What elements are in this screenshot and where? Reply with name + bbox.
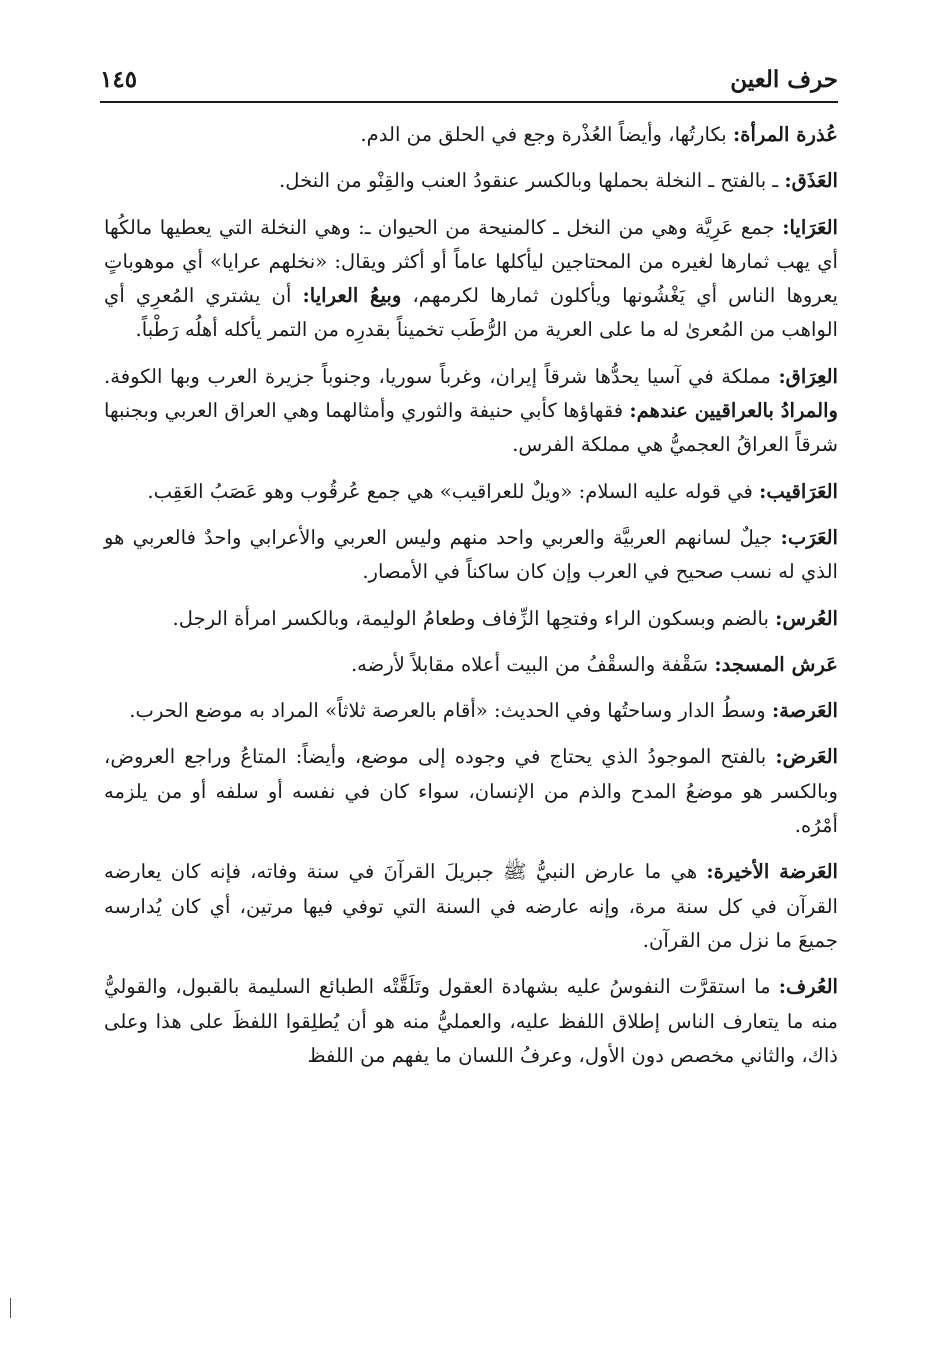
- header-rule: [100, 101, 838, 103]
- entry-subdefinition: فقهاؤها كأبي حنيفة والثوري وأمثالهما وهي العراق العربي وبجنبها شرقاً العراقُ العجميُّ هي مملكة الفرس.: [104, 399, 838, 457]
- entry-definition: هي ما عارض النبيُّ ﷺ جبريلَ القرآنَ في سنة وفاته، فإنه كان يعارضه القرآن في كل سنة مرة، وإنه عارضه في السنة التي توفي فيها مرتين، أي كان يُدارسه جميعَ ما نزل من القرآن.: [104, 860, 838, 952]
- entry-definition: في قوله عليه السلام: «ويلٌ للعراقيب» هي جمع عُرقُوب وهو عَصَبُ العَقِب.: [147, 479, 760, 503]
- entry-arsh-masjid: [104, 648, 838, 682]
- margin-mark: [10, 1298, 13, 1318]
- entry-headword: العُرف:: [778, 975, 838, 999]
- entry-araya: [104, 211, 838, 348]
- entry-urs: [104, 602, 838, 636]
- entry-headword: العَرَاقيب:: [759, 479, 838, 503]
- entry-arda-akhira: [104, 855, 838, 958]
- entry-definition: بكارتُها، وأيضاً العُذْرة وجع في الحلق من الدم.: [360, 123, 733, 146]
- chapter-title: حرف العين: [730, 65, 838, 93]
- page-body: [104, 118, 838, 1085]
- entry-headword: العَرصة:: [771, 699, 838, 723]
- entry-headword: العُرس:: [775, 606, 838, 630]
- entry-urf: [104, 970, 838, 1073]
- entry-headword: العَرض:: [775, 745, 838, 769]
- entry-headword: عُذرة المرأة:: [732, 123, 838, 146]
- entry-definition: مملكة في آسيا يحدُّها شرقاً إيران، وغرباً سوريا، وجنوباً جزيرة العرب وبها الكوفة.: [104, 364, 779, 388]
- entry-definition: سَقْفة والسقْفُ من البيت أعلاه مقابلاً لأرضه.: [350, 652, 715, 676]
- entry-headword: عَرش المسجد:: [714, 652, 838, 676]
- entry-headword: العَرضة الأخيرة:: [706, 860, 839, 884]
- entry-arsa: [104, 694, 838, 728]
- entry-headword: العَذَق:: [784, 169, 838, 193]
- page-number: ١٤٥: [100, 65, 138, 93]
- entry-definition: بالضم وبسكون الراء وفتحِها الزِّفاف وطعامُ الوليمة، وبالكسر امرأة الرجل.: [172, 606, 776, 630]
- entry-araqib: [104, 475, 838, 509]
- entry-definition: ما استقرَّت النفوسُ عليه بشهادة العقول وتَلَقَّتْه الطبائع السليمة بالقبول، والقوليُّ منه ما يتعارف الناس إطلاق اللفظ عليه، والعمليُّ منه هو أن يُطلِقوا اللفظَ على هذا وعلى ذاك، والثاني مخصص دون الأول، وعرفُ اللسان ما يفهم من اللفظ: [104, 975, 838, 1067]
- entry-headword: العَرَب:: [780, 525, 838, 549]
- entry-udhra: [104, 118, 838, 152]
- entry-definition: ـ بالفتح ـ النخلة بحملها وبالكسر عنقودُ العنب والقِنْو من النخل.: [279, 169, 785, 193]
- page-header: [100, 62, 838, 96]
- entry-headword: العَرَايا:: [782, 215, 838, 239]
- entry-headword: العِرَاق:: [778, 364, 838, 388]
- entry-definition: جيلٌ لسانهم العربيَّة والعربي واحد منهم وليس العربي والأعرابي واحدٌ فالعربي هو الذي له نسب صحيح في العرب وإن كان ساكناً في الأمصار.: [104, 525, 838, 584]
- entry-iraq: [104, 360, 838, 463]
- entry-adhaq: [104, 164, 838, 198]
- entry-subdefinition: أن يشتري المُعرِي أي الواهب من المُعرىٰ له ما على العرية من الرُّطَب تخميناً بقدرِه من التمر يأكله أهلُه رَطْباً.: [104, 284, 838, 342]
- entry-arab: [104, 521, 838, 590]
- entry-definition: بالفتح الموجودُ الذي يحتاج في وجوده إلى موضع، وأيضاً: المتاعُ وراجع العروض، وبالكسر هو موضعُ المدح والذم من الإنسان، سواء كان في نفسه أو سلفه أو من يلزمه أمْرُه.: [104, 745, 838, 838]
- entry-definition: جمع عَرِيَّة وهي من النخل ـ كالمنيحة من الحيوان ـ: وهي النخلة التي يعطيها مالكُها أي يهب ثمارها لغيره من المحتاجين ليأكلها عاماً أو أكثر ويقال: «نخلهم عرايا» أي موهوباتٍ يعروها الناس أي يَغْشُونها ويأكلون ثمارها لكرمهم،: [104, 215, 838, 308]
- entry-ard: [104, 740, 838, 843]
- entry-subheadword: وبيعُ العرايا:: [302, 284, 402, 308]
- entry-definition: وسطُ الدار وساحتُها وفي الحديث: «أقام بالعرصة ثلاثاً» المراد به موضع الحرب.: [129, 699, 772, 723]
- entry-subheadword: والمرادُ بالعراقيين عندهم:: [629, 399, 838, 423]
